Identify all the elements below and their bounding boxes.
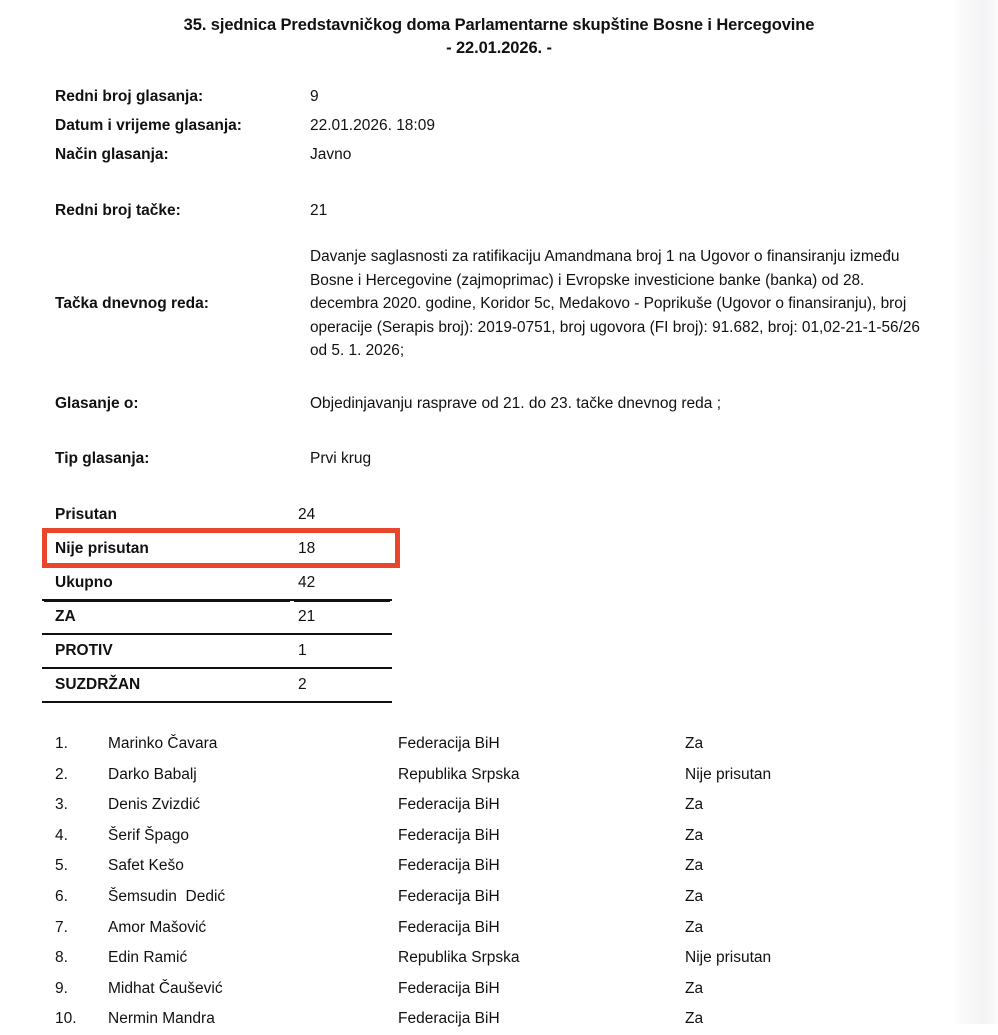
voter-index: 7. <box>55 918 68 936</box>
page-title <box>0 0 998 60</box>
voter-entity: Federacija BiH <box>398 918 500 936</box>
value-vote-type: Prvi krug <box>310 449 372 467</box>
voter-name: Šemsudin Dedić <box>108 887 226 905</box>
meta-row-vote-type <box>55 444 998 473</box>
voter-name: Safet Kešo <box>108 857 184 875</box>
voter-vote: Za <box>685 734 704 752</box>
voter-entity: Federacija BiH <box>398 1010 500 1028</box>
meta-row-vote-number <box>55 82 998 111</box>
meta-row-agenda-item <box>55 245 998 363</box>
label-datetime: Datum i vrijeme glasanja: <box>55 117 242 134</box>
voter-entity: Federacija BiH <box>398 857 500 875</box>
label-agenda-item: Tačka dnevnog reda: <box>55 295 209 313</box>
tally-row-label: SUZDRŽAN <box>42 668 292 702</box>
voter-index: 10. <box>55 1010 77 1028</box>
value-datetime: 22.01.2026. 18:09 <box>310 117 435 134</box>
voter-row <box>55 729 998 760</box>
value-agenda-item: Davanje saglasnosti za ratifikaciju Amandmana broj 1 na Ugovor o finansiranju između Bosne i Hercegovine (zajmoprimac) i Evropske investicione banke (banka) od 28. decembra 2020. godine, Koridor 5c, Medakovo - Poprikuše (Ugovor o finansiranju), broj operacije (Serapis broj): 2019-0751, broj ugovora (FI broj): 91.682, broj: 01,02-21-1-56/26 od 5. 1. 2026; <box>310 248 920 360</box>
voter-vote: Za <box>685 857 704 875</box>
vote-tally-table <box>42 499 392 703</box>
tally-row <box>42 499 392 532</box>
tally-row-label: PROTIV <box>42 634 292 668</box>
voter-list <box>0 729 998 1035</box>
page-title-line-1: 35. sjednica Predstavničkog doma Parlamentarne skupštine Bosne i Hercegovine <box>183 16 815 34</box>
tally-row <box>42 668 392 702</box>
voter-row <box>55 913 998 944</box>
voter-index: 8. <box>55 949 68 967</box>
voter-vote: Za <box>685 796 704 814</box>
voter-row <box>55 821 998 852</box>
voter-vote: Nije prisutan <box>685 949 772 967</box>
tally-row <box>42 566 392 600</box>
voter-row <box>55 851 998 882</box>
tally-row-value: 42 <box>292 566 392 600</box>
value-item-number: 21 <box>310 202 328 219</box>
voter-name: Denis Zvizdić <box>108 796 201 814</box>
vote-metadata <box>0 82 998 473</box>
voter-entity: Republika Srpska <box>398 949 520 967</box>
vote-tally-body <box>42 499 392 702</box>
page-title-line-2: - 22.01.2026. - <box>446 39 552 57</box>
tally-row-label: Nije prisutan <box>42 532 292 566</box>
voter-vote: Za <box>685 918 704 936</box>
voter-row <box>55 790 998 821</box>
voter-index: 9. <box>55 979 68 997</box>
voter-entity: Federacija BiH <box>398 979 500 997</box>
tally-row-value: 24 <box>292 499 392 532</box>
value-vote-number: 9 <box>310 88 319 105</box>
voter-vote: Za <box>685 1010 704 1028</box>
label-vote-type: Tip glasanja: <box>55 449 150 467</box>
voter-vote: Za <box>685 826 704 844</box>
tally-row <box>42 532 392 566</box>
vote-tally-section <box>0 499 998 703</box>
voter-index: 4. <box>55 826 68 844</box>
meta-row-item-number <box>55 196 998 225</box>
tally-row-value: 1 <box>292 634 392 668</box>
voter-index: 6. <box>55 887 68 905</box>
voter-row <box>55 943 998 974</box>
tally-row-label: Prisutan <box>42 499 292 532</box>
voter-vote: Nije prisutan <box>685 765 772 783</box>
label-method: Način glasanja: <box>55 146 169 163</box>
label-voting-on: Glasanje o: <box>55 394 139 412</box>
voter-name: Marinko Čavara <box>108 734 218 752</box>
voter-entity: Federacija BiH <box>398 887 500 905</box>
voter-index: 3. <box>55 796 68 814</box>
value-method: Javno <box>310 146 352 163</box>
meta-row-method <box>55 140 998 169</box>
voter-name: Midhat Čaušević <box>108 979 223 997</box>
voter-row <box>55 974 998 1005</box>
voter-name: Nermin Mandra <box>108 1010 215 1028</box>
voter-row <box>55 1004 998 1035</box>
tally-row-label: ZA <box>42 600 292 634</box>
voter-vote: Za <box>685 887 704 905</box>
tally-row <box>42 600 392 634</box>
voter-name: Darko Babalj <box>108 765 197 783</box>
label-item-number: Redni broj tačke: <box>55 202 181 219</box>
meta-row-datetime <box>55 111 998 140</box>
voter-entity: Federacija BiH <box>398 734 500 752</box>
label-vote-number: Redni broj glasanja: <box>55 88 204 105</box>
tally-row-value: 2 <box>292 668 392 702</box>
voter-name: Edin Ramić <box>108 949 188 967</box>
voter-name: Amor Mašović <box>108 918 207 936</box>
tally-row-value: 18 <box>292 532 392 566</box>
value-voting-on: Objedinjavanju rasprave od 21. do 23. tačke dnevnog reda ; <box>310 394 722 412</box>
voter-index: 2. <box>55 765 68 783</box>
voter-entity: Federacija BiH <box>398 826 500 844</box>
voter-vote: Za <box>685 979 704 997</box>
meta-row-voting-on <box>55 389 998 418</box>
voter-entity: Federacija BiH <box>398 796 500 814</box>
voter-name: Šerif Špago <box>108 826 189 844</box>
tally-row <box>42 634 392 668</box>
voter-index: 1. <box>55 734 68 752</box>
voter-index: 5. <box>55 857 68 875</box>
voter-row <box>55 882 998 913</box>
voter-row <box>55 760 998 791</box>
tally-row-label: Ukupno <box>42 566 292 600</box>
voter-entity: Republika Srpska <box>398 765 520 783</box>
tally-row-value: 21 <box>292 600 392 634</box>
